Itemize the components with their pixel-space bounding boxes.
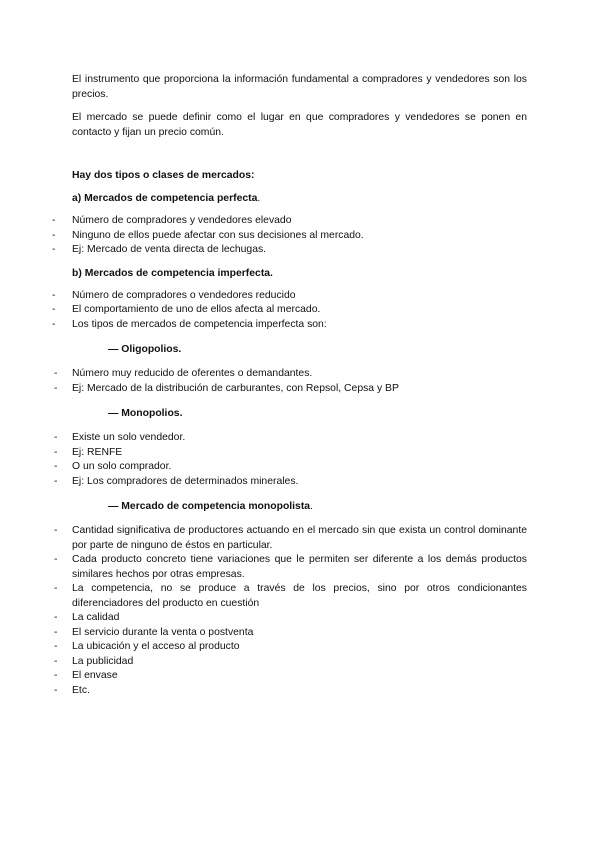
list-item: - Ej: RENFE — [54, 446, 123, 458]
list-item: - La calidad — [54, 612, 120, 623]
market-types-heading: Hay dos tipos o clases de mercados: — [72, 170, 255, 181]
list-item: - Número de compradores o vendedores reducido — [52, 289, 296, 301]
monopolista-list — [54, 524, 527, 611]
list-item: - El envase — [54, 670, 118, 681]
section-b-list — [52, 289, 527, 333]
list-item: - Cantidad significativa de productores actuando en el mercado sin que exista un control dominante por parte de ninguno de éstos en particular. — [54, 525, 527, 551]
monopolios-list-1 — [54, 431, 527, 446]
list-item: - La ubicación y el acceso al producto — [54, 641, 240, 652]
list-item: - Número muy reducido de oferentes o demandantes. — [54, 368, 313, 379]
intro-paragraph-1: El instrumento que proporciona la información fundamental a compradores y vendedores son los precios. — [72, 74, 527, 100]
list-item: - O un solo comprador. — [54, 461, 172, 472]
monopolios-example-list-2 — [54, 475, 527, 490]
section-a-list — [52, 214, 527, 258]
list-item: - Ej: Los compradores de determinados minerales. — [54, 475, 299, 487]
section-a-title: a) Mercados de competencia perfecta. — [72, 193, 261, 204]
list-item: - La publicidad — [54, 655, 134, 667]
monopolista-heading: — Mercado de competencia monopolista. — [108, 501, 313, 512]
monopolista-factors-list — [54, 611, 527, 698]
monopolios-example-list-1 — [54, 446, 527, 461]
intro-paragraph-2: El mercado se puede definir como el lugar en que compradores y vendedores se ponen en contacto y fijan un precio común. — [72, 112, 527, 138]
document-page — [52, 72, 527, 698]
oligopolios-list — [54, 367, 527, 382]
monopolios-heading: — Monopolios. — [108, 408, 183, 419]
list-item: - Los tipos de mercados de competencia imperfecta son: — [52, 318, 327, 330]
section-b-title: b) Mercados de competencia imperfecta. — [72, 267, 273, 279]
list-item: - Etc. — [54, 684, 90, 696]
list-item: - Cada producto concreto tiene variaciones que le permiten ser diferente a los demás productos similares hechos por otras empresas. — [54, 554, 527, 580]
oligopolios-heading: — Oligopolios. — [108, 344, 182, 355]
oligopolios-example-list — [54, 382, 527, 397]
list-item: - Ej: Mercado de la distribución de carburantes, con Repsol, Cepsa y BP — [54, 382, 399, 394]
monopolios-list-2 — [54, 460, 527, 475]
list-item: - Número de compradores y vendedores elevado — [52, 215, 292, 226]
list-item: - Existe un solo vendedor. — [54, 432, 186, 443]
list-item: - El comportamiento de uno de ellos afecta al mercado. — [52, 304, 321, 315]
list-item: - La competencia, no se produce a través de los precios, sino por otros condicionantes diferenciadores del producto en cuestión — [54, 583, 527, 609]
list-item: - Ej: Mercado de venta directa de lechugas. — [52, 244, 267, 255]
list-item: - Ninguno de ellos puede afectar con sus decisiones al mercado. — [52, 229, 364, 241]
list-item: - El servicio durante la venta o postventa — [54, 626, 254, 638]
